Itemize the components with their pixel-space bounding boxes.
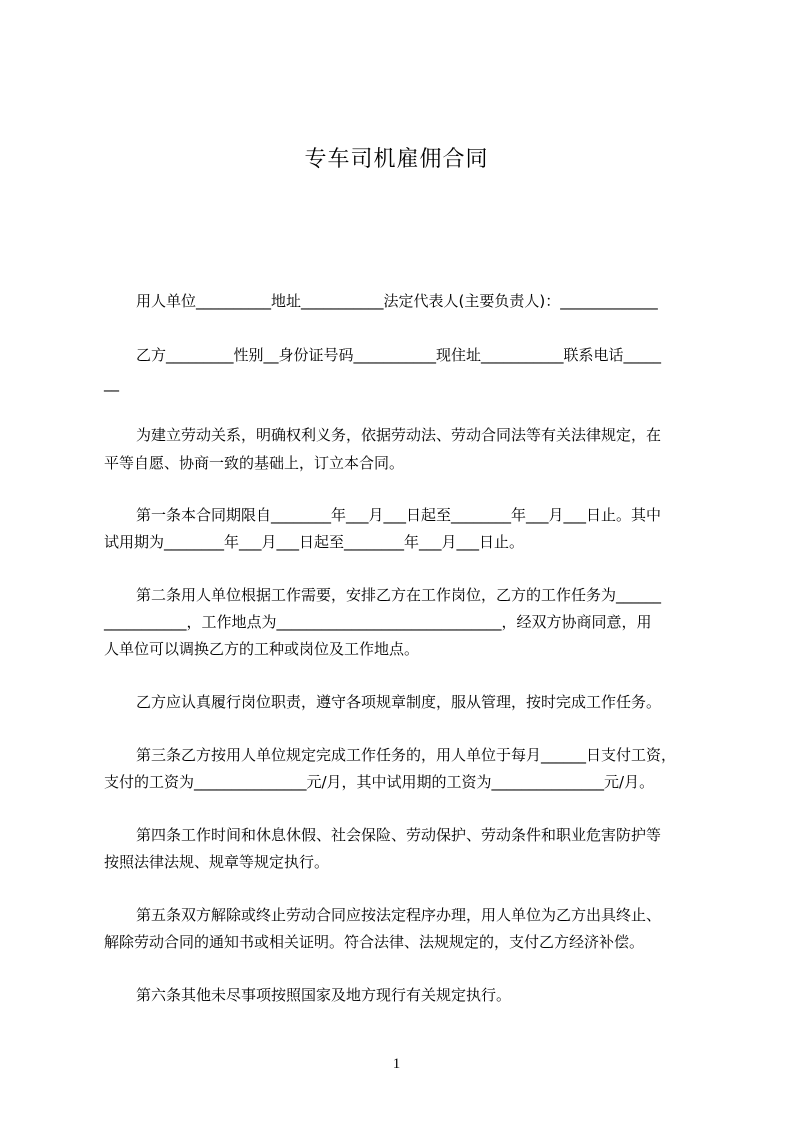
article-4-line-2: 按照法律法规、规章等规定执行。 xyxy=(104,853,330,871)
article-1-line-1: 第一条本合同期限自________年___月___日起至________年___月___日止。其中 xyxy=(136,506,662,524)
article-4-line-1: 第四条工作时间和休息休假、社会保险、劳动保护、劳动条件和职业危害防护等 xyxy=(136,826,662,844)
page-number: 1 xyxy=(392,1056,401,1072)
article-2-line-1: 第二条用人单位根据工作需要，安排乙方在工作岗位，乙方的工作任务为______ xyxy=(136,586,662,604)
employer-info-line: 用人单位__________地址___________法定代表人(主要负责人)：_____________ xyxy=(136,292,658,310)
duty-line: 乙方应认真履行岗位职责，遵守各项规章制度，服从管理，按时完成工作任务。 xyxy=(136,693,662,711)
article-3-line-2: 支付的工资为_______________元/月，其中试用期的工资为_______________元/月。 xyxy=(104,773,655,791)
document-title: 专车司机雇佣合同 xyxy=(304,147,489,172)
article-5-line-2: 解除劳动合同的通知书或相关证明。符合法律、法规规定的，支付乙方经济补偿。 xyxy=(104,933,645,951)
article-2-line-2: ___________，工作地点为______________________________，经双方协商同意，用 xyxy=(104,613,652,631)
article-3-line-1: 第三条乙方按用人单位规定完成工作任务的，用人单位于每月______日支付工资， xyxy=(136,746,677,764)
party-b-info-line: 乙方_________性别__身份证号码___________现住址___________联系电话_____ xyxy=(136,346,662,364)
preamble-line-1: 为建立劳动关系，明确权利义务，依据劳动法、劳动合同法等有关法律规定，在 xyxy=(136,426,662,444)
article-5-line-1: 第五条双方解除或终止劳动合同应按法定程序办理，用人单位为乙方出具终止、 xyxy=(136,906,662,924)
preamble-line-2: 平等自愿、协商一致的基础上，订立本合同。 xyxy=(104,454,405,472)
article-1-line-2: 试用期为________年___月___日起至________年___月___日止。 xyxy=(104,533,525,551)
article-2-line-3: 人单位可以调换乙方的工种或岗位及工作地点。 xyxy=(104,640,420,658)
party-b-info-line-cont: __ xyxy=(104,374,119,392)
article-6-line: 第六条其他未尽事项按照国家及地方现行有关规定执行。 xyxy=(136,986,512,1004)
